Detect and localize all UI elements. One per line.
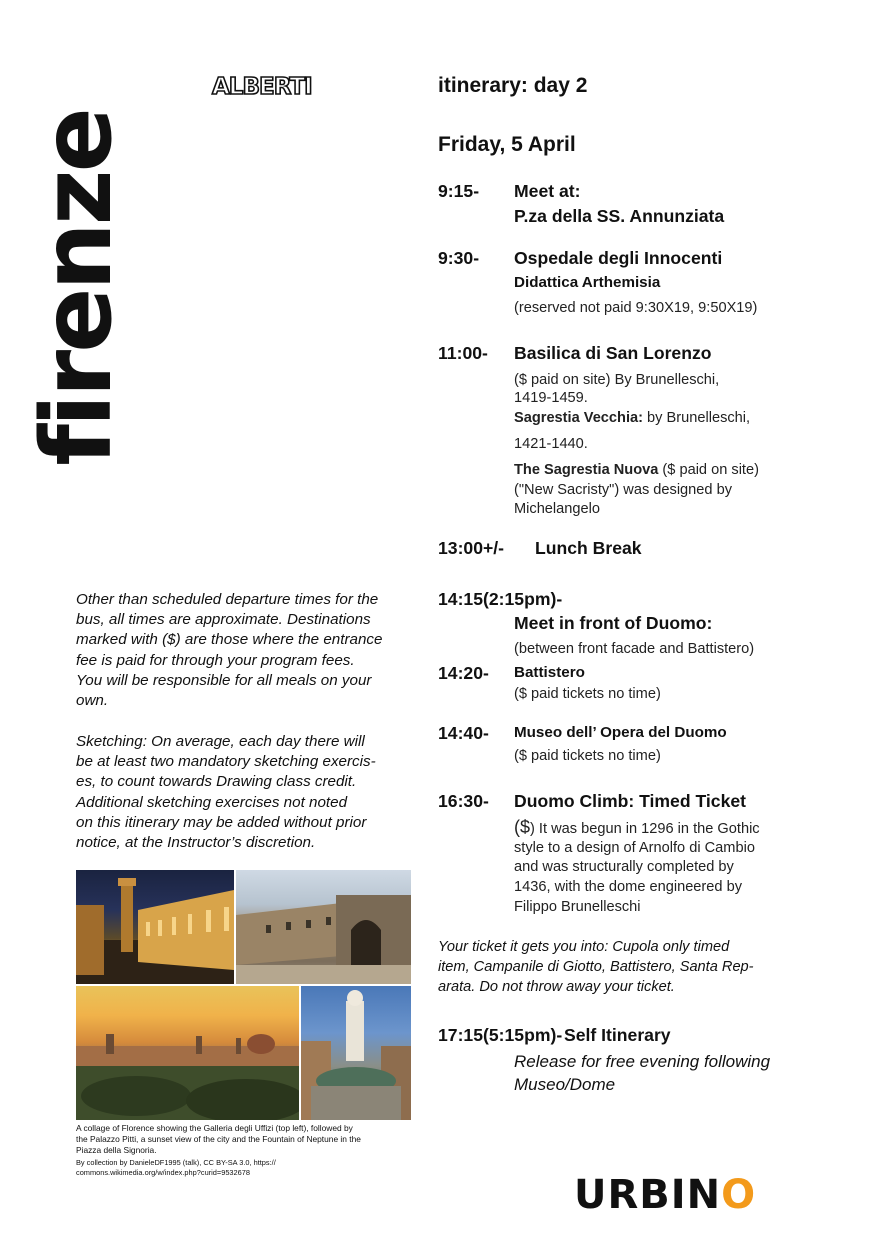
entry-title: Battistero: [514, 664, 585, 681]
entry-note: (reserved not paid 9:30X19, 9:50X19): [514, 300, 758, 316]
time-label: 14:40-: [438, 723, 489, 743]
entry-note: Release for free evening following Museo/Dome: [514, 1052, 771, 1094]
urbino-logo: URBINO: [574, 1172, 757, 1218]
entry-title: Duomo Climb: Timed Ticket: [514, 791, 747, 811]
entry-note: Filippo Brunelleschi: [514, 899, 641, 915]
entry-note: ($ paid tickets no time): [514, 686, 661, 702]
entry-title: Basilica di San Lorenzo: [514, 343, 712, 363]
entry-title: Meet at:: [514, 181, 581, 201]
entry-note: (between front facade and Battistero): [514, 641, 755, 657]
itinerary-title: itinerary: day 2: [438, 74, 588, 97]
time-label: 14:15(2:15pm)-: [438, 589, 563, 609]
time-label: 13:00+/-: [438, 538, 505, 558]
sagrestia-nuova: The Sagrestia Nuova ($ paid on site): [514, 462, 759, 478]
time-label: 11:00-: [438, 343, 488, 363]
city-sunset-photo: [76, 986, 299, 1120]
entry-title: Lunch Break: [535, 538, 642, 558]
time-label: 9:30-: [438, 248, 480, 268]
entry-title: Ospedale degli Innocenti: [514, 248, 723, 268]
entry-note: ($ paid tickets no time): [514, 748, 661, 764]
entry-title: Self Itinerary: [564, 1025, 671, 1045]
entry-note: 1436, with the dome engineered by: [514, 879, 742, 895]
vertical-title: firenze: [21, 110, 133, 466]
time-label: 14:20-: [438, 663, 489, 683]
neptune-fountain-photo: [301, 986, 411, 1120]
time-label: 17:15(5:15pm)-: [438, 1025, 563, 1045]
entry-note: and was structurally completed by: [514, 859, 734, 875]
uffizi-photo: [76, 870, 234, 984]
entry-note: ("New Sacristy") was designed by: [514, 482, 732, 498]
entry-note: ($ paid on site) By Brunelleschi,: [514, 372, 720, 388]
sketching-note: Sketching: On average, each day there will be at least two mandatory sketching exercis- es, to count towards Drawing class credit. Additional sketching exercises not noted on this itinerary may be added without prior notice, at the Instructor’s discretion.: [76, 733, 376, 852]
entry-subtitle: Didattica Arthemisia: [514, 274, 661, 291]
photo-credit: By collection by DanieleDF1995 (talk), CC BY-SA 3.0, https:// commons.wikimedia.org/w/index.php?curid=9532678: [76, 1158, 276, 1177]
time-label: 16:30-: [438, 791, 489, 811]
entry-note: 1419-1459.: [514, 390, 588, 406]
time-label: 9:15-: [438, 181, 480, 201]
general-note: Other than scheduled departure times for the bus, all times are approximate. Destinations marked with ($) are those where the entrance fee is paid for through your program fees. You will be responsible for all meals on your own.: [76, 591, 383, 710]
entry-note: ($) It was begun in 1296 in the Gothic: [514, 817, 760, 837]
ticket-note: Your ticket it gets you into: Cupola only timed item, Campanile di Giotto, Battistero, Santa Rep- arata. Do not throw away your ticket.: [438, 939, 754, 995]
alberti-logo: ALBERTI: [212, 74, 312, 100]
sagrestia-vecchia: Sagrestia Vecchia: by Brunelleschi,: [514, 410, 751, 426]
entry-note: 1421-1440.: [514, 436, 588, 452]
entry-note: style to a design of Arnolfo di Cambio: [514, 840, 755, 856]
photo-caption: A collage of Florence showing the Galleria degli Uffizi (top left), followed by the Palazzo Pitti, a sunset view of the city and the Fountain of Neptune in the Piazza della Signoria.: [76, 1123, 361, 1155]
entry-title: Museo dell’ Opera del Duomo: [514, 724, 727, 741]
entry-title: Meet in front of Duomo:: [514, 613, 713, 633]
entry-note: Michelangelo: [514, 501, 600, 517]
pitti-photo: [236, 870, 411, 984]
entry-title-line2: P.za della SS. Annunziata: [514, 206, 725, 226]
itinerary-date: Friday, 5 April: [438, 133, 576, 156]
